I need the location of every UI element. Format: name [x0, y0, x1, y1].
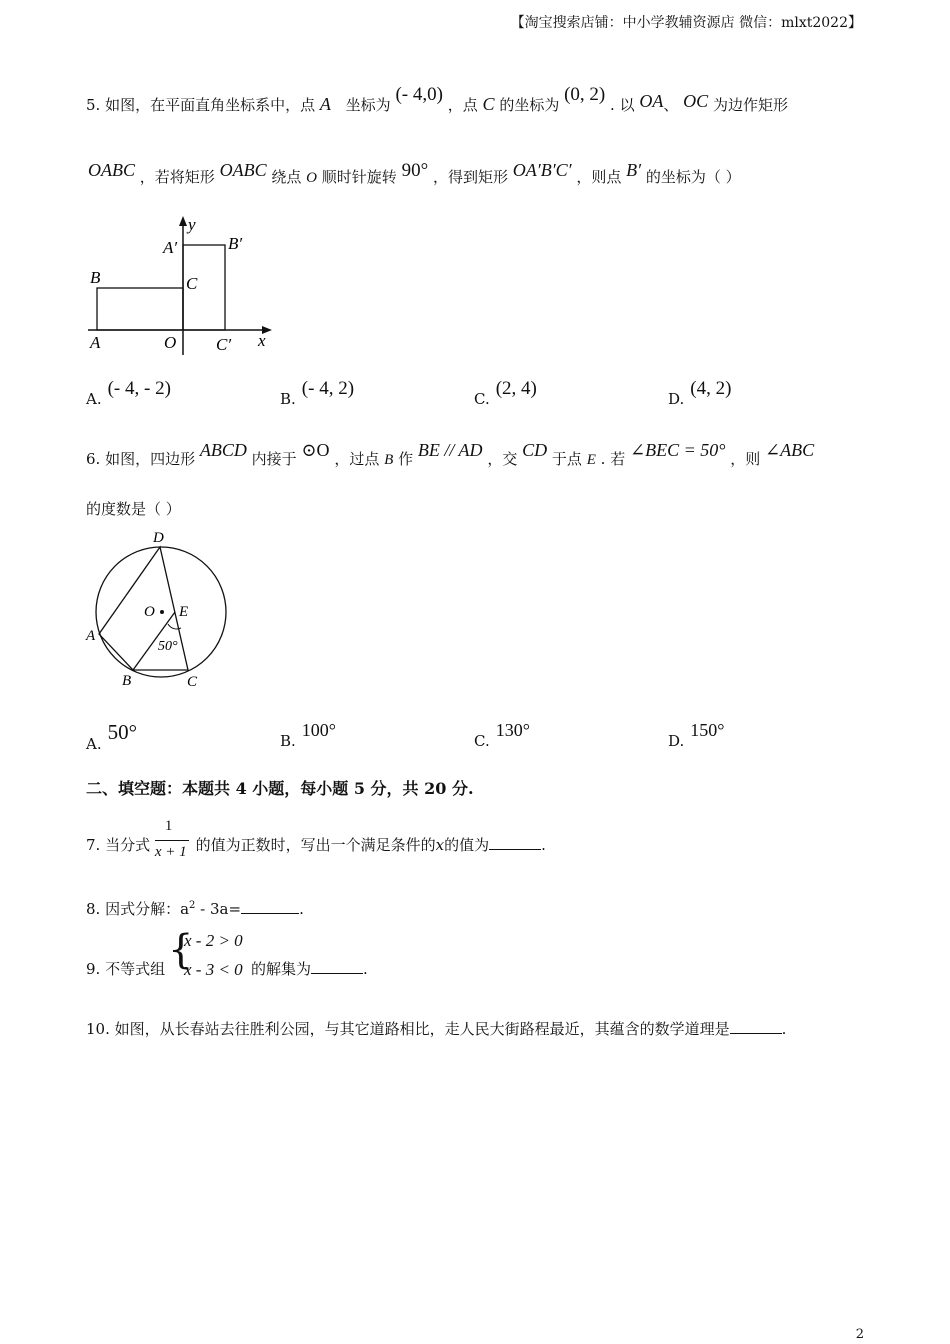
q6-text: ，则: [730, 450, 761, 468]
q7-text: 的值为: [444, 836, 490, 854]
q5-option-c[interactable]: [474, 378, 537, 410]
q6-angle-abc: ∠ABC: [765, 440, 815, 460]
option-letter: C.: [474, 390, 490, 408]
page-number: 2: [855, 1327, 864, 1342]
option-value: (- 4, 2): [301, 378, 355, 399]
q5-text: . 以: [610, 96, 635, 114]
q5-coord-c: (0, 2): [564, 84, 606, 105]
option-value: 130°: [495, 720, 530, 740]
q6-option-c[interactable]: [474, 720, 530, 751]
q5-text: ，若将矩形: [139, 168, 215, 186]
q6-angle-bec: ∠BEC = 50°: [630, 440, 726, 460]
q5-option-a[interactable]: [86, 378, 171, 410]
q8-end: .: [299, 900, 304, 918]
q5-text: 的坐标为（ ）: [645, 168, 741, 186]
q8-text: - 3a=: [195, 900, 242, 918]
option-letter: B.: [280, 390, 296, 408]
q9-brace: {: [168, 927, 194, 973]
q5-text: 5. 如图，在平面直角坐标系中，点: [86, 96, 316, 114]
label-o: O: [164, 333, 177, 352]
rect-oabc: [97, 288, 183, 330]
q9-end: .: [363, 960, 368, 978]
label-bp: B′: [228, 234, 243, 253]
q5-seg-oa: OA: [639, 91, 664, 111]
option-value: 150°: [690, 720, 725, 740]
q7: [86, 818, 546, 866]
q5-text: ，点: [447, 96, 478, 114]
q9-text: 的解集为: [251, 960, 312, 978]
q10-answer-blank[interactable]: [730, 1019, 782, 1034]
q10-end: .: [781, 1020, 787, 1038]
option-value: 100°: [301, 720, 336, 740]
q5-coord-a: (- 4,0): [395, 84, 443, 105]
q9-ineq1: x - 2 > 0: [184, 931, 243, 950]
q5-option-b[interactable]: [280, 378, 355, 410]
q6-text: ，过点: [334, 450, 380, 468]
q6-text: 作: [398, 450, 414, 468]
label-e: E: [179, 604, 189, 620]
q6-line2: 的度数是（ ）: [86, 500, 181, 518]
q7-var-x: x: [435, 836, 445, 854]
option-value: (- 4, - 2): [107, 378, 171, 399]
q5-rect: OABC: [88, 160, 135, 180]
q9-label: [86, 958, 165, 979]
label-c: C: [187, 674, 198, 690]
q6-line1: [86, 440, 815, 469]
q5-point-bp: B′: [626, 160, 642, 180]
angle-arc: [168, 624, 181, 629]
label-cp: C′: [216, 335, 232, 354]
q6-circle: ⊙O: [301, 440, 330, 460]
q7-answer-blank[interactable]: [489, 835, 541, 850]
q6-point-b: B: [384, 452, 394, 468]
q6-text: . 若: [600, 450, 626, 468]
label-b: B: [122, 673, 132, 689]
q5-text: 顺时针旋转: [321, 168, 397, 186]
q5-text: 为边作矩形: [712, 96, 788, 114]
q5-point-o: O: [306, 170, 317, 186]
option-letter: B.: [280, 732, 296, 750]
q6-point-e: E: [586, 452, 596, 468]
q9-ineq2: x - 3 < 0: [184, 960, 243, 979]
center-o-dot: [160, 610, 164, 614]
q5-text: 绕点: [271, 168, 302, 186]
label-y: y: [188, 215, 196, 234]
q10-text: 10. 如图，从长春站去往胜利公园，与其它道路相比，走人民大街路程最近，其蕴含的数学道理是: [86, 1020, 730, 1038]
q5-text: ，得到矩形: [432, 168, 508, 186]
option-letter: C.: [474, 732, 490, 750]
q7-text: 的值为正数时，写出一个满足条件的: [195, 836, 436, 854]
fraction-denominator: x + 1: [154, 844, 187, 860]
q9-tail: [251, 958, 368, 979]
q8: [86, 898, 304, 919]
fraction-bar: [155, 840, 189, 841]
q5-point-a: A: [319, 94, 331, 114]
label-d: D: [153, 530, 164, 546]
q5-rect: OABC: [219, 160, 267, 180]
q5-text: 的坐标为: [499, 96, 560, 114]
q9-text: 9. 不等式组: [86, 960, 166, 978]
label-a: A: [90, 333, 101, 352]
q7-fraction: [154, 818, 191, 866]
q6-text: ，交: [487, 450, 518, 468]
label-b: B: [90, 268, 101, 287]
fraction-numerator: 1: [164, 818, 173, 834]
q6-option-a[interactable]: [86, 720, 138, 755]
option-value: (2, 4): [495, 378, 537, 399]
q6-text: 6. 如图，四边形: [86, 450, 196, 468]
option-letter: D.: [668, 390, 685, 408]
page-header: 【淘宝搜索店铺：中小学教辅资源店 微信：mlxt2022】: [510, 15, 862, 31]
q6-parallel: BE // AD: [417, 440, 483, 460]
q6-quad: ABCD: [199, 440, 247, 460]
q9-answer-blank[interactable]: [311, 959, 363, 974]
q8-exponent: 2: [189, 900, 196, 911]
q6-option-d[interactable]: [668, 720, 725, 751]
q5-rect-rotated: OA′B′C′: [512, 160, 572, 180]
q5-line2: [88, 160, 741, 188]
option-letter: A.: [86, 735, 102, 753]
q6-text: 于点: [551, 450, 582, 468]
option-value: 50°: [107, 720, 138, 744]
q5-point-c: C: [482, 94, 495, 114]
option-value: (4, 2): [690, 378, 732, 399]
option-letter: A.: [86, 390, 102, 408]
q6-option-b[interactable]: [280, 720, 336, 751]
label-a: A: [86, 628, 96, 644]
q8-answer-blank[interactable]: [241, 899, 299, 914]
q6-seg-cd: CD: [522, 440, 548, 460]
label-x: x: [258, 331, 266, 350]
q5-figure: [84, 210, 284, 360]
label-ap: A′: [163, 238, 178, 257]
section-heading: 二、填空题：本题共 4 小题，每小题 5 分，共 20 分.: [86, 779, 474, 798]
q8-text: 8. 因式分解：a: [86, 900, 190, 918]
q5-angle: 90°: [401, 160, 429, 181]
label-angle: 50°: [158, 639, 178, 654]
label-o: O: [144, 604, 155, 620]
y-axis-arrow: [179, 216, 187, 226]
q5-text: 坐标为: [345, 96, 391, 114]
q6-text: 内接于: [251, 450, 297, 468]
q7-end: .: [541, 836, 546, 854]
q5-line1: 5. 如图，在平面直角坐标系中，点 A 坐标为 (- 4,0) ，点 C 的坐标为 (0, 2) . 以 OA、 OC 为边作矩形: [86, 84, 788, 114]
q5-text: ，则点: [576, 168, 622, 186]
q5-option-d[interactable]: [668, 378, 732, 410]
q7-text: 7. 当分式: [86, 836, 151, 854]
q6-figure: [82, 528, 242, 692]
q5-seg-oc: OC: [683, 91, 709, 111]
label-c: C: [186, 274, 198, 293]
q10: [86, 1018, 786, 1039]
option-letter: D.: [668, 732, 685, 750]
